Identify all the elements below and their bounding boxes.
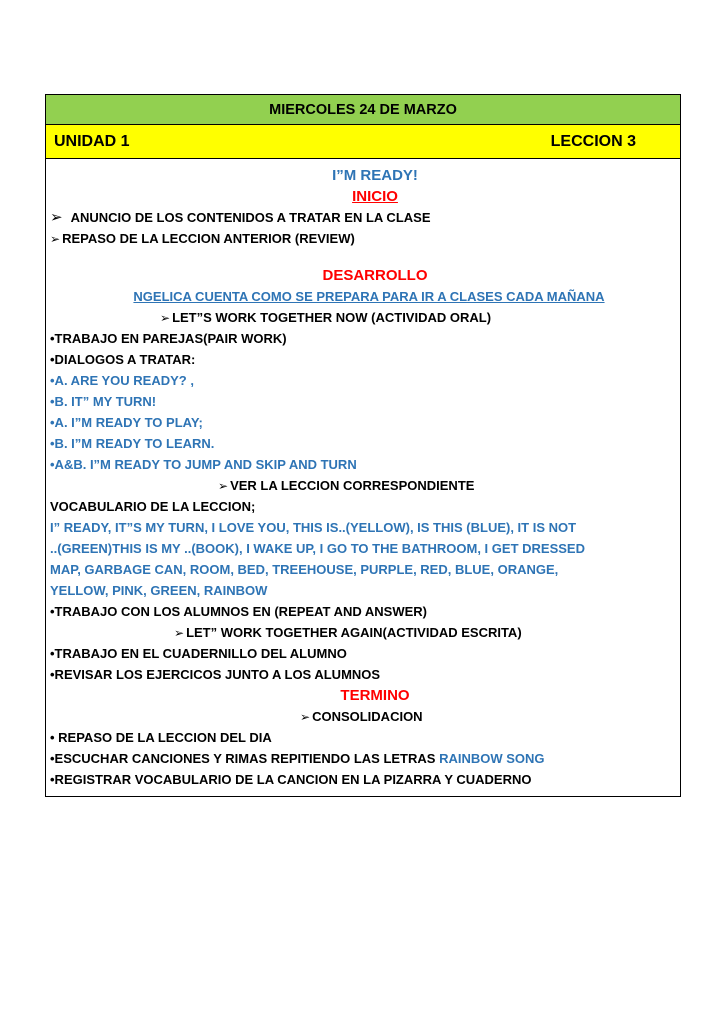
review-day: • REPASO DE LA LECCION DEL DIA: [50, 730, 272, 745]
consolidation: [50, 706, 680, 727]
activity-written-text: LET” WORK TOGETHER AGAIN(ACTIVIDAD ESCRITA): [186, 625, 522, 640]
termino-heading: TERMINO: [340, 687, 410, 704]
activity-written: [50, 622, 680, 643]
arrow-bullet-icon: ➢: [300, 710, 311, 724]
arrow-bullet-icon: ➢: [174, 626, 185, 640]
register-line: •REGISTRAR VOCABULARIO DE LA CANCION EN LA PIZARRA Y CUADERNO: [50, 772, 532, 787]
arrow-bullet-icon: ➢: [50, 232, 61, 246]
dialog-line: •A. I”M READY TO PLAY;: [50, 415, 203, 430]
date-text: MIERCOLES 24 DE MARZO: [269, 102, 457, 118]
inicio-item: [50, 228, 680, 249]
see-lesson-text: VER LA LECCION CORRESPONDIENTE: [230, 478, 475, 493]
arrow-bullet-icon: ➢: [50, 209, 63, 226]
dialog-line: •A. ARE YOU READY? ,: [50, 373, 194, 388]
vocab-line: ..(GREEN)THIS IS MY ..(BOOK), I WAKE UP, I GO TO THE BATHROOM, I GET DRESSED: [50, 541, 585, 556]
inicio-heading: INICIO: [352, 188, 398, 205]
review-line: •REVISAR LOS EJERCICOS JUNTO A LOS ALUMNOS: [50, 667, 381, 682]
dialog-line: •A&B. I”M READY TO JUMP AND SKIP AND TURN: [50, 457, 357, 472]
see-lesson: [50, 475, 680, 496]
workbook-line: •TRABAJO EN EL CUADERNILLO DEL ALUMNO: [50, 646, 347, 661]
dialog-line: •B. IT” MY TURN!: [50, 394, 157, 409]
lesson-title: I”M READY!: [332, 167, 418, 184]
unit-lesson-header: [46, 125, 680, 159]
inicio-item: [50, 207, 680, 228]
consolidation-text: CONSOLIDACION: [312, 709, 423, 724]
story-line: NGELICA CUENTA COMO SE PREPARA PARA IR A CLASES CADA MAÑANA: [133, 289, 605, 304]
repeat-answer: •TRABAJO CON LOS ALUMNOS EN (REPEAT AND ANSWER): [50, 604, 427, 619]
unit-label: UNIDAD 1: [54, 133, 130, 150]
inicio-item-text: ANUNCIO DE LOS CONTENIDOS A TRATAR EN LA CLASE: [70, 210, 431, 225]
lesson-plan-table: [45, 94, 681, 797]
vocab-label: VOCABULARIO DE LA LECCION;: [50, 499, 256, 514]
vocab-line: MAP, GARBAGE CAN, ROOM, BED, TREEHOUSE, PURPLE, RED, BLUE, ORANGE,: [50, 562, 559, 577]
date-header: [46, 95, 680, 125]
activity-oral: [50, 307, 680, 328]
dialogs-label: •DIALOGOS A TRATAR:: [50, 352, 196, 367]
vocab-line: I” READY, IT”S MY TURN, I LOVE YOU, THIS IS..(YELLOW), IS THIS (BLUE), IT IS NOT: [50, 520, 577, 535]
song-name: RAINBOW SONG: [439, 751, 545, 766]
songs-line: [50, 748, 680, 769]
songs-text: •ESCUCHAR CANCIONES Y RIMAS REPITIENDO LAS LETRAS: [50, 751, 440, 766]
inicio-item-text: REPASO DE LA LECCION ANTERIOR (REVIEW): [62, 231, 355, 246]
arrow-bullet-icon: ➢: [160, 311, 171, 325]
arrow-bullet-icon: ➢: [218, 479, 229, 493]
lesson-label: LECCION 3: [550, 133, 636, 150]
pair-work: •TRABAJO EN PAREJAS(PAIR WORK): [50, 331, 287, 346]
activity-oral-text: LET”S WORK TOGETHER NOW (ACTIVIDAD ORAL): [172, 310, 492, 325]
vocab-line: YELLOW, PINK, GREEN, RAINBOW: [50, 583, 268, 598]
lesson-body: [46, 159, 680, 796]
dialog-line: •B. I”M READY TO LEARN.: [50, 436, 215, 451]
desarrollo-heading: DESARROLLO: [322, 267, 428, 284]
